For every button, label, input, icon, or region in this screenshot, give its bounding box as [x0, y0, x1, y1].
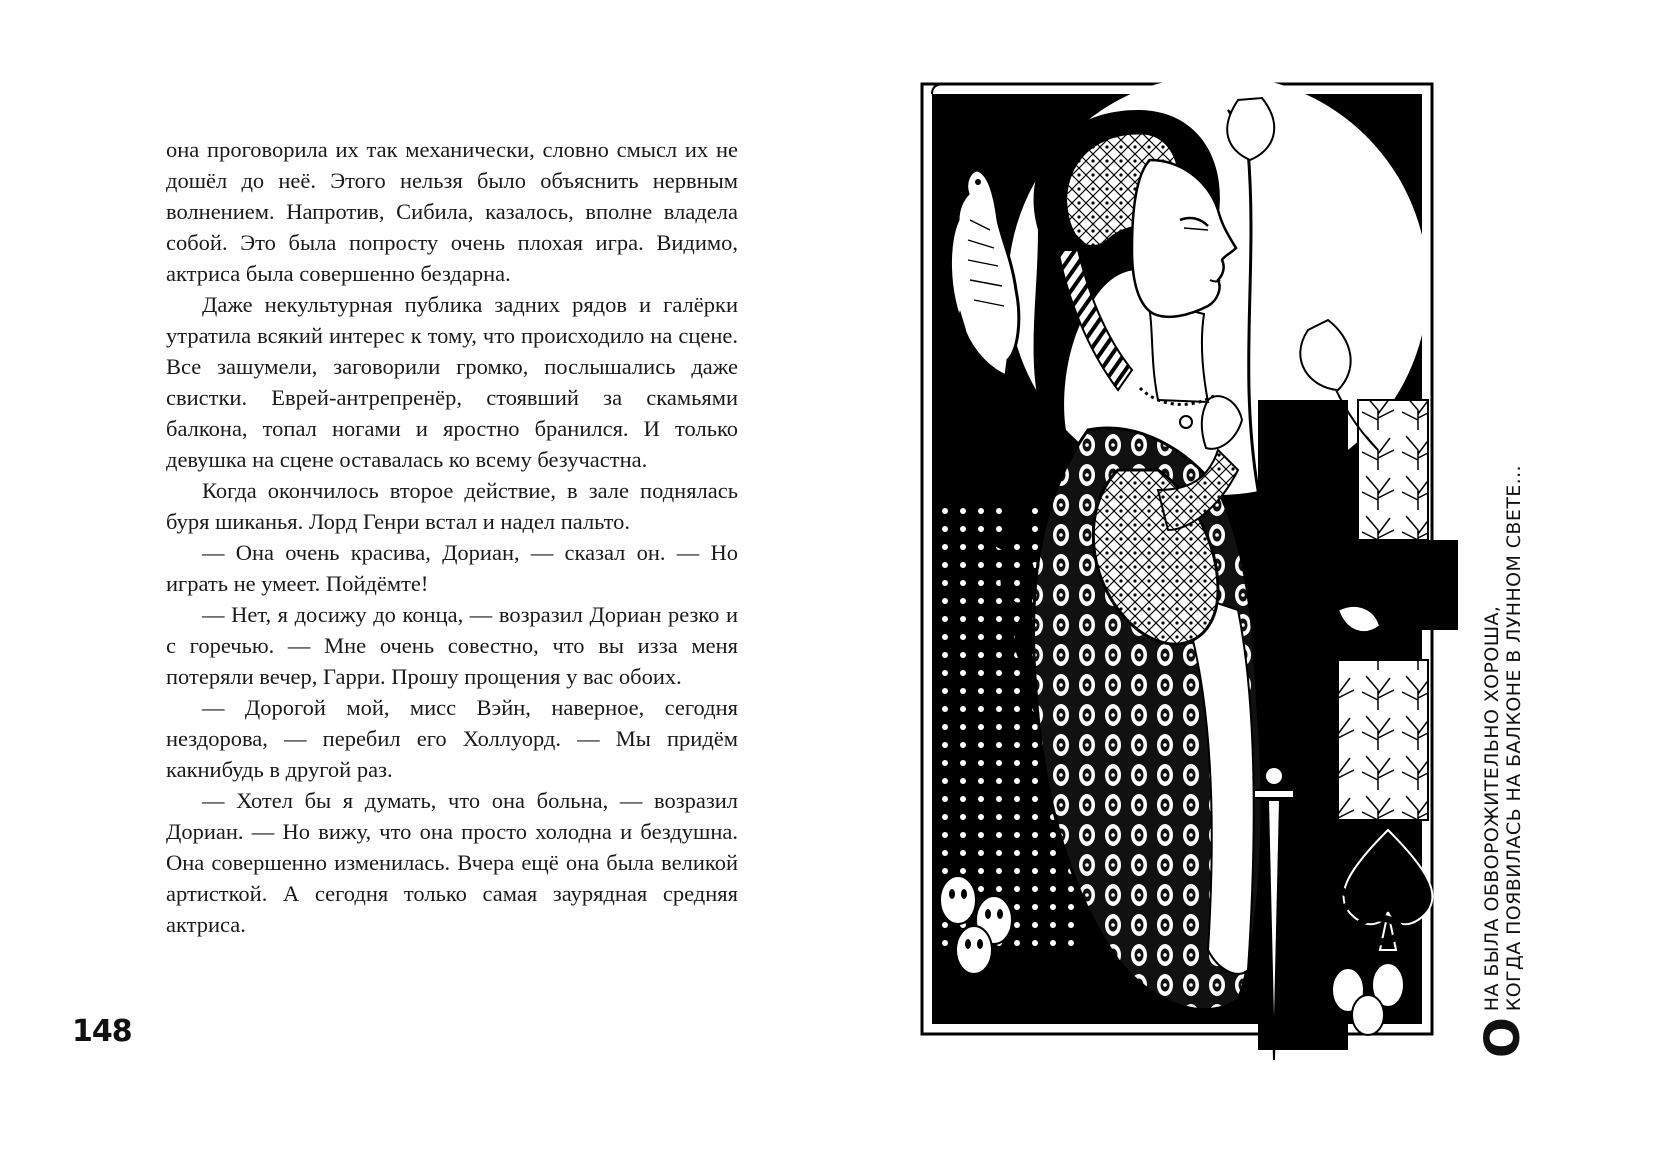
paragraph-1: она проговорила их так механически, словно смысл их не дошёл до неё. Этого нельзя было объяснить нервным волнением. Напротив, Сибила, казалось, вполне владела собой. Это была попросту очень плохая игра. Видимо, актриса была совершенно бездарна.: [166, 137, 738, 286]
caption-line-2: КОГДА ПОЯВИЛАСЬ НА БАЛКОНЕ В ЛУННОМ СВЕТЕ...: [1503, 465, 1525, 1012]
caption-dropcap: О: [1475, 1017, 1531, 1058]
caption-text: [1475, 465, 1531, 1058]
paragraph-2: Даже некультурная публика задних рядов и галёрки утратила всякий интерес к тому, что происходило на сцене. Все зашумели, заговорили громко, послышались даже свистки. Еврей-антрепренёр, стоявший за скамьями балкона, топал ногами и яростно бранился. И только девушка на сцене оставалась ко всему безучастна.: [166, 292, 738, 472]
paragraph-6: — Дорогой мой, мисс Вэйн, наверное, сегодня нездорова, — перебил его Холлуорд. — Мы придём какнибудь в другой раз.: [166, 695, 738, 782]
caption-line-1: НА БЫЛА ОБВОРОЖИТЕЛЬНО ХОРОША,: [1481, 605, 1503, 1012]
paragraph-7: — Хотел бы я думать, что она больна, — возразил Дориан. — Но вижу, что она просто холодна и бездушна. Она совершенно изменилась. Вчера ещё она была великой артисткой. А сегодня только самая заурядная средняя актриса.: [166, 788, 738, 937]
vertical-caption: [1475, 0, 1580, 1164]
page-number: 148: [72, 1014, 132, 1049]
body-text: [166, 134, 738, 940]
paragraph-3: Когда окончилось второе действие, в зале поднялась буря шиканья. Лорд Генри встал и надел пальто.: [166, 478, 738, 534]
illustration: [918, 70, 1478, 1075]
paragraph-5: — Нет, я досижу до конца, — возразил Дориан резко и с горечью. — Мне очень совестно, что вы изза меня потеряли вечер, Гарри. Прошу прощения у вас обоих.: [166, 602, 738, 689]
paragraph-4: — Она очень красива, Дориан, — сказал он. — Но играть не умеет. Пойдёмте!: [166, 540, 738, 596]
